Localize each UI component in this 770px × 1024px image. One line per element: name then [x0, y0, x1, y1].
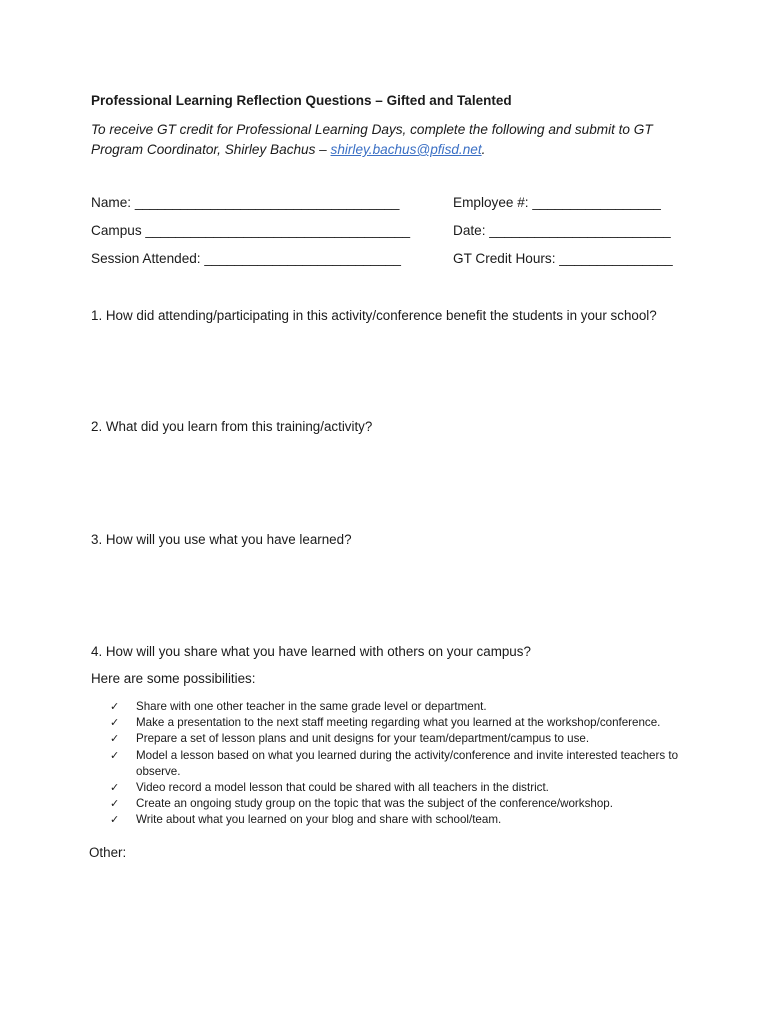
list-item-text: Write about what you learned on your blog and share with school/team.	[136, 813, 502, 827]
employee-number-field[interactable]: Employee #: _________________	[453, 195, 661, 210]
checkmark-icon: ✓	[110, 797, 120, 811]
possibilities-list	[110, 699, 690, 829]
possibilities-label: Here are some possibilities:	[91, 671, 256, 686]
intro-text: To receive GT credit for Professional Learning Days, complete the following and submit to GT Program Coordinator, Shirley Bachus –	[91, 122, 653, 157]
list-item-text: Video record a model lesson that could be shared with all teachers in the district.	[136, 781, 549, 795]
gt-credit-hours-field[interactable]: GT Credit Hours: _______________	[453, 251, 673, 266]
list-item	[110, 748, 690, 780]
list-item-text: Prepare a set of lesson plans and unit designs for your team/department/campus to use.	[136, 732, 590, 746]
campus-field[interactable]: Campus ___________________________________	[91, 223, 411, 238]
question-2: 2. What did you learn from this training/activity?	[91, 419, 373, 434]
checkmark-icon: ✓	[110, 716, 120, 730]
list-item	[110, 780, 690, 796]
question-1: 1. How did attending/participating in this activity/conference benefit the students in your school?	[91, 308, 657, 323]
list-item	[110, 731, 690, 747]
checkmark-icon: ✓	[110, 813, 120, 827]
intro-paragraph	[91, 120, 691, 160]
list-item	[110, 699, 690, 715]
other-label: Other:	[89, 845, 127, 860]
coordinator-email-link[interactable]: shirley.bachus@pfisd.net	[330, 142, 482, 157]
document-title: Professional Learning Reflection Questions – Gifted and Talented	[91, 93, 512, 108]
checkmark-icon: ✓	[110, 700, 120, 713]
question-4: 4. How will you share what you have learned with others on your campus?	[91, 644, 531, 659]
intro-end: .	[481, 142, 486, 157]
checkmark-icon: ✓	[110, 732, 120, 746]
list-item-text: Share with one other teacher in the same grade level or department.	[136, 700, 487, 713]
list-item	[110, 715, 690, 731]
list-item	[110, 796, 690, 812]
list-item-text: Create an ongoing study group on the topic that was the subject of the conference/workshop.	[136, 797, 613, 811]
name-field[interactable]: Name: ___________________________________	[91, 195, 400, 210]
question-3: 3. How will you use what you have learned?	[91, 532, 352, 547]
list-item-text: Make a presentation to the next staff meeting regarding what you learned at the workshop/conference.	[136, 716, 661, 730]
list-item	[110, 812, 690, 828]
list-item-text: Model a lesson based on what you learned during the activity/conference and invite interested teachers to observe.	[136, 748, 679, 778]
date-field[interactable]: Date: ________________________	[453, 223, 671, 238]
checkmark-icon: ✓	[110, 781, 120, 795]
checkmark-icon: ✓	[110, 748, 120, 762]
session-attended-field[interactable]: Session Attended: __________________________	[91, 251, 401, 266]
